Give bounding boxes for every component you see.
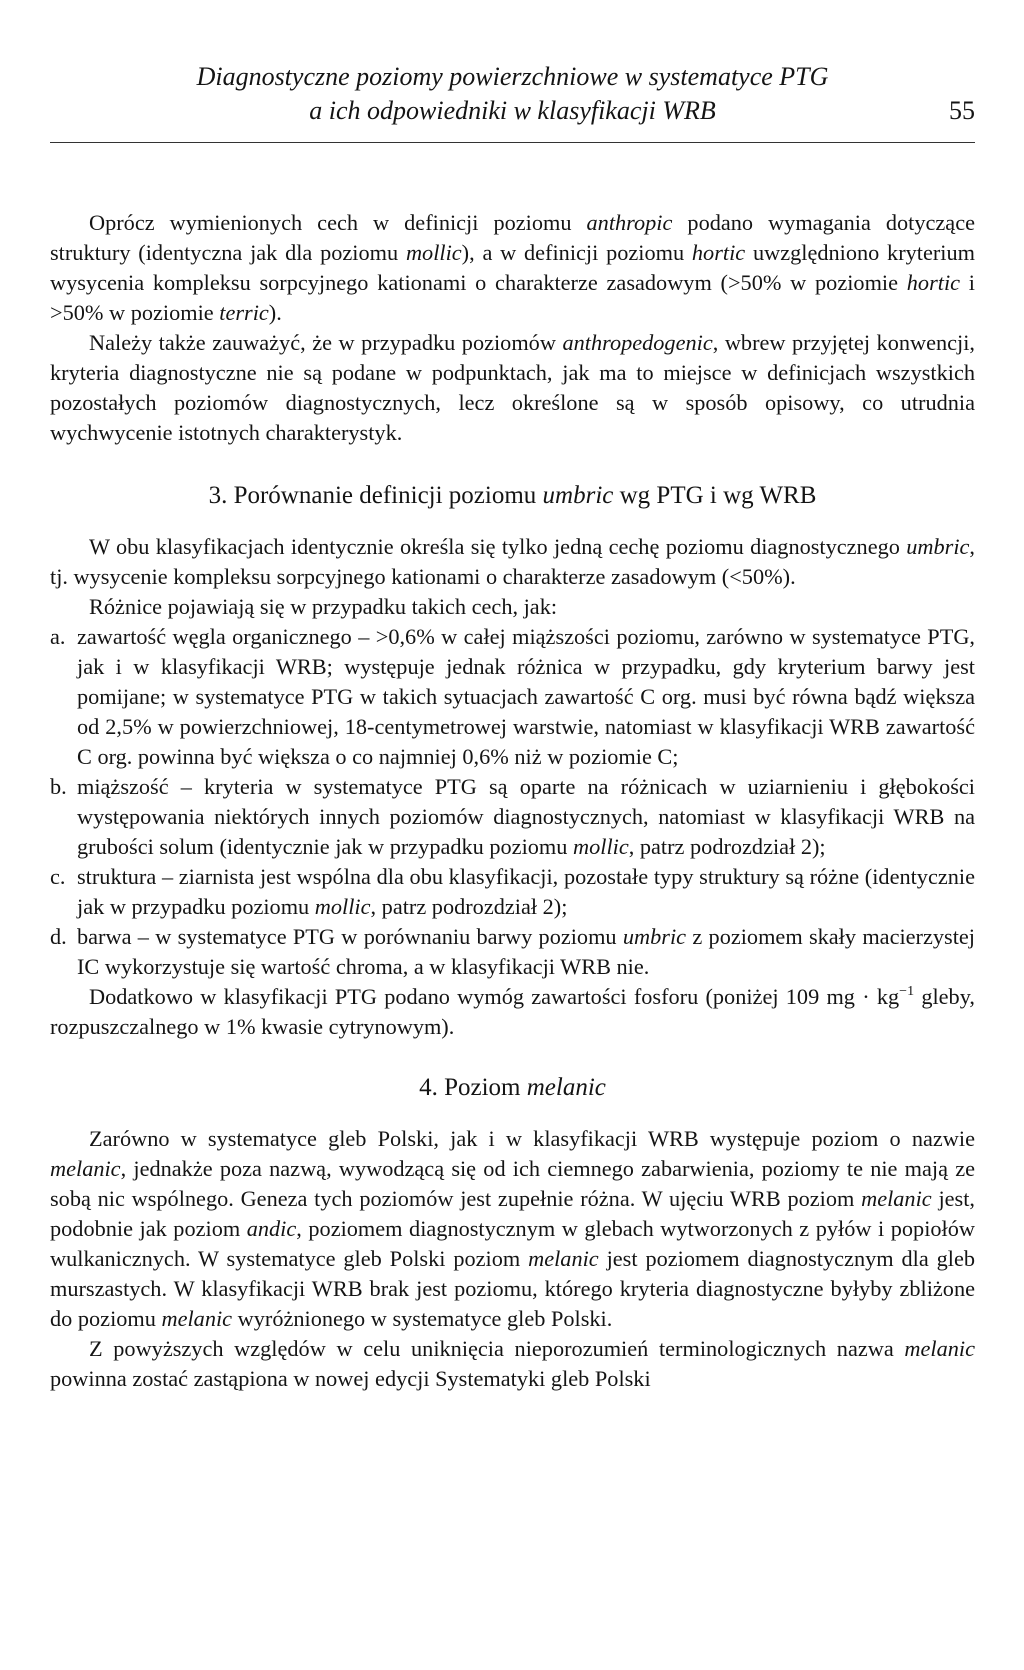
running-title-line-2: a ich odpowiedniki w klasyfikacji WRB bbox=[309, 96, 716, 125]
section-3-heading: 3. Porównanie definicji poziomu umbric wg PTG i wg WRB bbox=[208, 482, 817, 509]
section-4-heading: 4. Poziom melanic bbox=[419, 1074, 606, 1101]
page-body bbox=[50, 208, 975, 1394]
header-divider bbox=[50, 142, 975, 143]
running-title-line-1: Diagnostyczne poziomy powierzchniowe w systematyce PTG bbox=[196, 62, 829, 91]
section-3-diff-intro: Różnice pojawiają się w przypadku takich cech, jak: bbox=[89, 594, 558, 619]
spacer bbox=[50, 448, 975, 480]
page bbox=[50, 60, 976, 1391]
section-4-paragraph-1: Zarówno w systematyce gleb Polski, jak i w klasyfikacji WRB występuje poziom o nazwie melanic, jednakże poza nazwą, wywodzącą się od ich ciemnego zabarwienia, poziomy te nie mają ze sobą nic wspólnego. Geneza tych poziomów jest zupełnie różna. W ujęciu WRB poziom melanic jest, podobnie jak poziom andic, poziomem diagnostycznym w glebach wytworzonych z pyłów i popiołów wulkanicznych. W systematyce gleb Polski poziom melanic jest poziomem diagnostycznym dla gleb murszastych. W klasyfikacji WRB brak jest poziomu, którego kryteria diagnostyczne byłyby zbliżone do poziomu melanic wyróżnionego w systematyce gleb Polski. bbox=[50, 1126, 975, 1331]
running-title bbox=[50, 60, 975, 128]
list-item-a: a. zawartość węgla organicznego – >0,6% w całej miąższości poziomu, zarówno w systematyce PTG, jak i w klasyfikacji WRB; występuje jednak różnica w przypadku, gdy kryterium barwy jest pomijane; w systematyce PTG w takich sytuacjach zawartość C org. musi być równa bądź większa od 2,5% w powierzchniowej, 18-centymetrowej warstwie, natomiast w klasyfikacji WRB zawartość C org. powinna być większa o co najmniej 0,6% niż w poziomie C; bbox=[50, 624, 975, 769]
list-item-c: c. struktura – ziarnista jest wspólna dla obu klasyfikacji, pozostałe typy struktury są różne (identycznie jak w przypadku poziomu mollic, patrz podrozdział 2); bbox=[50, 864, 975, 919]
list-item-b: b. miąższość – kryteria w systematyce PTG są oparte na różnicach w uziarnieniu i głębokości występowania niektórych innych poziomów diagnostycznych, natomiast w klasyfikacji WRB na grubości solum (identycznie jak w przypadku poziomu mollic, patrz podrozdział 2); bbox=[50, 774, 975, 859]
running-header bbox=[50, 60, 975, 138]
spacer bbox=[50, 512, 975, 532]
paragraph-anthropic-hortic: Oprócz wymienionych cech w definicji poziomu anthropic podano wymagania dotyczące struktury (identyczna jak dla poziomu mollic), a w definicji poziomu hortic uwzględniono kryterium wysycenia kompleksu sorpcyjnego kationami o charakterze zasadowym (>50% w poziomie hortic i >50% w poziomie terric). bbox=[50, 210, 976, 325]
page-number: 55 bbox=[949, 96, 975, 125]
section-3-intro: W obu klasyfikacjach identycznie określa się tylko jedną cechę poziomu diagnostycznego umbric, tj. wysycenie kompleksu sorpcyjnego kationami o charakterze zasadowym (<50%). bbox=[50, 534, 975, 589]
spacer bbox=[50, 1042, 975, 1072]
list-item-d: d. barwa – w systematyce PTG w porównaniu barwy poziomu umbric z poziomem skały macierzystej IC wykorzystuje się wartość chroma, a w klasyfikacji WRB nie. bbox=[50, 924, 975, 979]
spacer bbox=[50, 1104, 975, 1124]
section-4-paragraph-2: Z powyższych względów w celu uniknięcia nieporozumień terminologicznych nazwa melanic powinna zostać zastąpiona w nowej edycji Systematyki gleb Polski bbox=[50, 1336, 975, 1391]
paragraph-anthropedogenic: Należy także zauważyć, że w przypadku poziomów anthropedogenic, wbrew przyjętej konwencji, kryteria diagnostyczne nie są podane w podpunktach, jak ma to miejsce w definicjach wszystkich pozostałych poziomów diagnostycznych, lecz określone są w sposób opisowy, co utrudnia wychwycenie istotnych charakterystyk. bbox=[50, 330, 975, 445]
section-3-additional: Dodatkowo w klasyfikacji PTG podano wymóg zawartości fosforu (poniżej 109 mg · $kg^{-1}$ gleby, rozpuszczalnego w 1% kwasie cytrynowym). bbox=[50, 984, 975, 1039]
